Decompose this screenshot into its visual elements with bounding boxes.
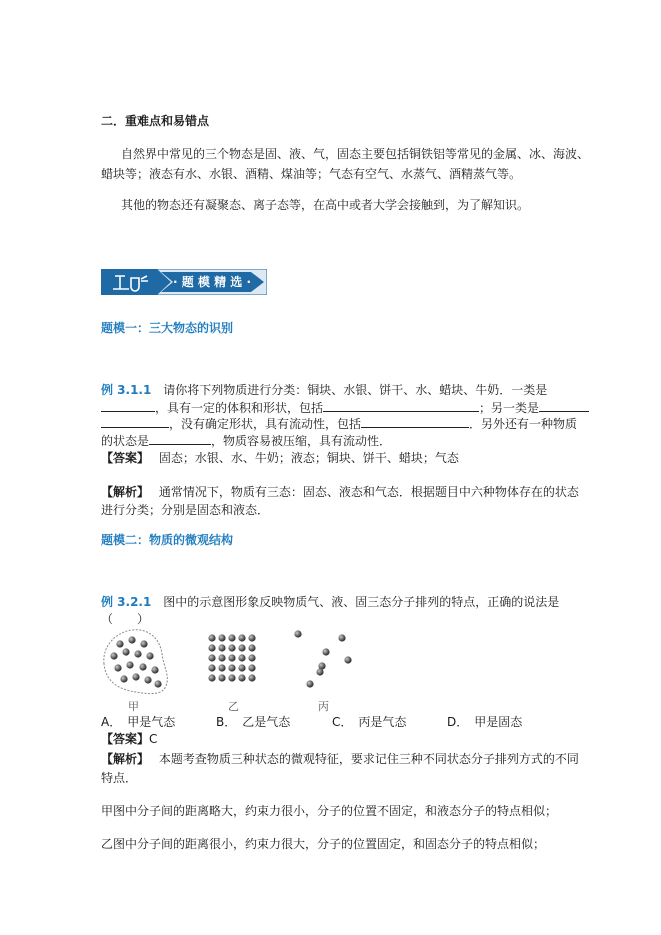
analysis-text: 本题考查物质三种状态的微观特征，要求记住三种不同状态分子排列方式的不同 bbox=[158, 752, 579, 766]
banner-text: · 题 模 精 选 · bbox=[173, 275, 252, 289]
figure-label: 甲 bbox=[128, 700, 139, 713]
question-line bbox=[101, 433, 391, 449]
figure-label: 丙 bbox=[318, 700, 329, 713]
example-line bbox=[101, 594, 559, 610]
answer-line bbox=[101, 731, 157, 747]
diagram-yi bbox=[208, 634, 255, 681]
answer-blank bbox=[101, 416, 169, 428]
diagram-jia bbox=[104, 630, 168, 694]
answer-blank bbox=[539, 400, 589, 412]
option-letter: B． bbox=[216, 715, 237, 729]
option-a[interactable] bbox=[101, 714, 175, 730]
question-text: ．另外还有一种物质 bbox=[469, 417, 578, 431]
diagram-bing bbox=[294, 630, 351, 687]
question-line bbox=[101, 416, 577, 432]
topic-banner bbox=[101, 269, 267, 295]
option-text: 甲是固态 bbox=[474, 715, 523, 729]
question-text: ，物质容易被压缩，具有流动性． bbox=[211, 434, 392, 448]
module-title: 题模一：三大物态的识别 bbox=[101, 321, 234, 335]
example-label: 例 3.2.1 bbox=[101, 595, 152, 609]
analysis-label: 【解析】 bbox=[101, 752, 150, 766]
option-text: 甲是气态 bbox=[127, 715, 176, 729]
analysis-text: 通常情况下，物质有三态：固态、液态和气态．根据题目中六种物体存在的状态 bbox=[158, 485, 579, 499]
option-c[interactable] bbox=[332, 714, 406, 730]
question-text: 的状态是 bbox=[101, 434, 150, 448]
option-d[interactable] bbox=[447, 714, 522, 730]
analysis-line bbox=[101, 751, 579, 767]
answer-line bbox=[101, 450, 459, 466]
paragraph-line: 蜡块等；液态有水、水银、酒精、煤油等；气态有空气、水蒸气、酒精蒸气等。 bbox=[101, 167, 522, 181]
figure-label: 乙 bbox=[228, 700, 239, 713]
example-label: 例 3.1.1 bbox=[101, 383, 152, 397]
question-text: ；另一类是 bbox=[479, 401, 540, 415]
answer-blank bbox=[323, 400, 479, 412]
option-letter: D． bbox=[447, 715, 469, 729]
option-b[interactable] bbox=[216, 714, 290, 730]
answer-label: 【答案】 bbox=[101, 732, 150, 746]
question-text: 请你将下列物质进行分类：铜块、水银、饼干、水、蜡块、牛奶．一类是 bbox=[163, 383, 548, 397]
explanation-paragraph: 甲图中分子间的距离略大，约束力很小，分子的位置不固定，和液态分子的特点相似； bbox=[101, 804, 558, 818]
paragraph-line: 其他的物态还有凝聚态、离子态等，在高中或者大学会接触到，为了解知识。 bbox=[121, 198, 530, 212]
module-title: 题模二：物质的微观结构 bbox=[101, 533, 234, 547]
explanation-paragraph: 乙图中分子间的距离很小，约束力很大，分子的位置固定，和固态分子的特点相似； bbox=[101, 837, 546, 851]
option-text: 丙是气态 bbox=[358, 715, 407, 729]
answer-text: C bbox=[149, 732, 158, 746]
example-line bbox=[101, 382, 547, 398]
answer-label: 【答案】 bbox=[101, 451, 150, 465]
question-text: ，具有一定的体积和形状，包括 bbox=[155, 401, 324, 415]
answer-text: 固态；水银、水、牛奶；液态；铜块、饼干、蜡块；气态 bbox=[158, 451, 459, 465]
answer-parentheses: （ ） bbox=[101, 612, 150, 626]
analysis-line bbox=[101, 484, 579, 500]
option-letter: C． bbox=[332, 715, 353, 729]
analysis-label: 【解析】 bbox=[101, 485, 150, 499]
answer-blank bbox=[101, 400, 155, 412]
question-text: ，没有确定形状，具有流动性，包括 bbox=[169, 417, 362, 431]
answer-blank bbox=[149, 433, 211, 445]
analysis-line: 进行分类；分别是固态和液态． bbox=[101, 503, 270, 517]
section-heading: 二．重难点和易错点 bbox=[101, 114, 210, 128]
question-text: 图中的示意图形象反映物质气、液、固三态分子排列的特点，正确的说法是 bbox=[163, 595, 560, 609]
answer-blank bbox=[361, 416, 469, 428]
question-line bbox=[101, 400, 589, 416]
option-letter: A． bbox=[101, 715, 122, 729]
analysis-line: 特点． bbox=[101, 771, 138, 785]
option-text: 乙是气态 bbox=[242, 715, 291, 729]
paragraph-line: 自然界中常见的三个物态是固、液、气，固态主要包括铜铁铝等常见的金属、冰、海波、 bbox=[121, 147, 590, 161]
